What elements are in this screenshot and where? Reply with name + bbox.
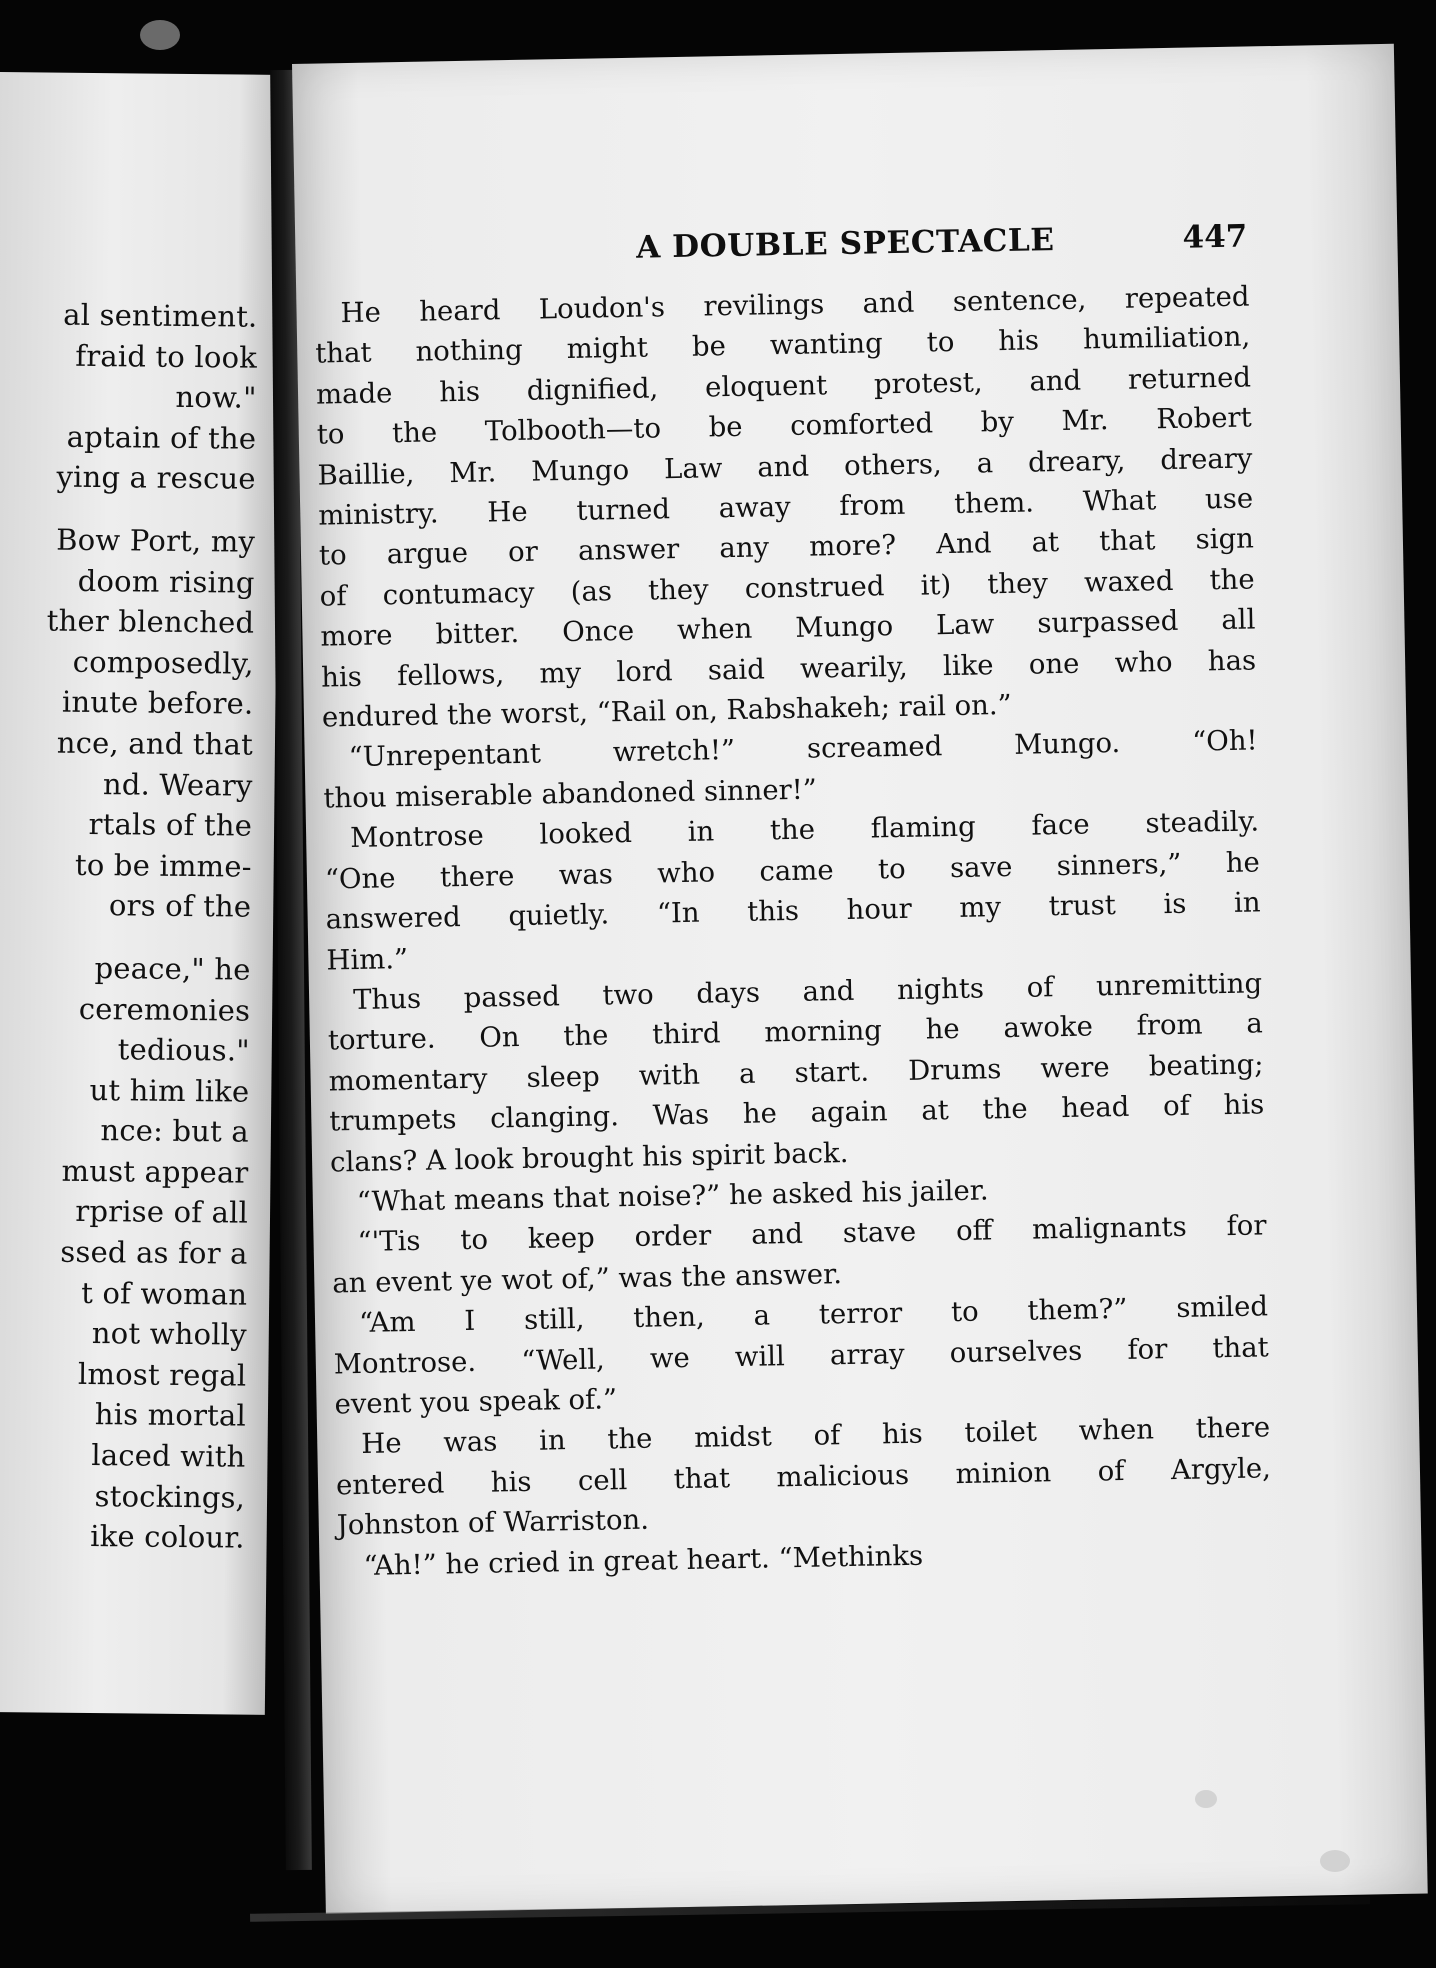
left-page-line: ther blenched	[46, 603, 255, 640]
text-line: of contumacy (as they construed it) they waxed the	[319, 563, 1255, 613]
text-line: Him.”	[326, 942, 409, 977]
left-page-line: doom rising	[77, 563, 255, 600]
left-page-line: t of woman	[81, 1275, 248, 1312]
text-line: clans? A look brought his spirit back.	[329, 1136, 849, 1179]
text-line: “One there was who came to save sinners,” he	[324, 846, 1261, 896]
text-line: Johnston of Warriston.	[336, 1503, 650, 1542]
text-line: thou miserable abandoned sinner!”	[323, 773, 818, 815]
paragraph	[335, 1408, 1272, 1546]
paragraph	[324, 802, 1262, 981]
paragraph	[333, 1286, 1270, 1424]
text-line: He heard Loudon's revilings and sentence, repeated	[340, 280, 1250, 330]
text-line: event you speak of.”	[334, 1383, 618, 1421]
left-page-line: now."	[175, 380, 257, 415]
left-page-line: composedly,	[72, 644, 254, 681]
left-page-line: ying a rescue	[56, 459, 256, 497]
text-line: trumpets clanging. Was he again at the head of his	[329, 1088, 1265, 1138]
scan-speck	[1320, 1850, 1350, 1872]
left-page-line: must appear	[61, 1153, 249, 1190]
scan-speck	[140, 20, 180, 50]
left-page-line: laced with	[91, 1438, 246, 1474]
left-page-line: rtals of the	[88, 807, 253, 843]
text-line: ministry. He turned away from them. What use	[317, 482, 1254, 532]
left-page-line: rprise of all	[75, 1194, 249, 1231]
text-line: He was in the midst of his toilet when there	[361, 1411, 1271, 1461]
text-line: momentary sleep with a start. Drums were beating;	[328, 1048, 1264, 1098]
left-page-line: al sentiment.	[63, 297, 258, 334]
left-page-line: peace," he	[94, 950, 251, 987]
text-line: endured the worst, “Rail on, Rabshakeh; rail on.”	[321, 688, 1012, 734]
left-page-line: nce, and that	[56, 725, 254, 762]
left-page-line: ike colour.	[90, 1519, 245, 1555]
scan-speck	[1195, 1790, 1217, 1808]
left-page-line: inute before.	[61, 685, 254, 722]
text-line: to the Tolbooth—to be comforted by Mr. Robert	[316, 401, 1252, 451]
text-line: an event ye wot of,” was the answer.	[332, 1257, 843, 1300]
left-page-line: nce: but a	[100, 1113, 250, 1149]
text-line: Thus passed two days and nights of unremitting	[352, 967, 1263, 1016]
text-line: answered quietly. “In this hour my trust is in	[325, 886, 1261, 936]
text-line: “Unrepentant wretch!” screamed Mungo. “Oh!	[348, 724, 1258, 774]
left-page-line: Bow Port, my	[56, 522, 256, 559]
left-page-text	[0, 292, 258, 1558]
left-page-line: fraid to look	[75, 338, 258, 375]
text-line: Baillie, Mr. Mungo Law and others, a dreary, dreary	[317, 442, 1253, 492]
text-line: that nothing might be wanting to his humiliation,	[315, 320, 1251, 371]
left-page-line: tedious."	[117, 1032, 250, 1068]
text-line: torture. On the third morning he awoke from a	[327, 1007, 1264, 1057]
text-line: “Ah!” he cried in great heart. “Methinks	[363, 1539, 924, 1582]
text-line: made his dignified, eloquent protest, and returned	[315, 361, 1252, 411]
text-line: “'Tis to keep order and stave off malignants for	[357, 1209, 1267, 1259]
paragraph	[327, 963, 1266, 1182]
body-text	[314, 276, 1273, 1586]
left-page-line: aptain of the	[66, 419, 257, 456]
paragraph	[314, 276, 1257, 738]
left-page-line: ceremonies	[78, 991, 251, 1028]
text-line: Montrose looked in the flaming face steadily.	[349, 805, 1260, 855]
right-page	[292, 44, 1428, 1914]
left-page-line: lmost regal	[77, 1356, 247, 1393]
text-line: “What means that noise?” he asked his jailer.	[356, 1174, 989, 1218]
left-page-line: stockings,	[94, 1478, 246, 1515]
left-page-line: ut him like	[89, 1072, 250, 1109]
left-page-line: nd. Weary	[102, 766, 253, 803]
text-line: more bitter. Once when Mungo Law surpassed all	[320, 603, 1256, 653]
left-page-line: to be imme-	[74, 847, 252, 884]
left-page-line: his mortal	[94, 1397, 247, 1434]
left-page-line: ors of the	[108, 888, 252, 924]
running-head: A DOUBLE SPECTACLE	[635, 222, 1055, 266]
text-line: Montrose. “Well, we will array ourselves for that	[333, 1330, 1269, 1381]
text-line: his fellows, my lord said wearily, like one who has	[320, 644, 1257, 694]
text-line: to argue or answer any more? And at that sign	[318, 522, 1255, 573]
left-page-line: ssed as for a	[60, 1234, 248, 1271]
text-line: “Am I still, then, a terror to them?” smiled	[358, 1290, 1269, 1340]
left-page-line: not wholly	[91, 1316, 247, 1352]
left-page	[0, 72, 282, 1715]
page-number: 447	[1182, 218, 1248, 256]
text-line: entered his cell that malicious minion of Argyle,	[335, 1452, 1272, 1502]
